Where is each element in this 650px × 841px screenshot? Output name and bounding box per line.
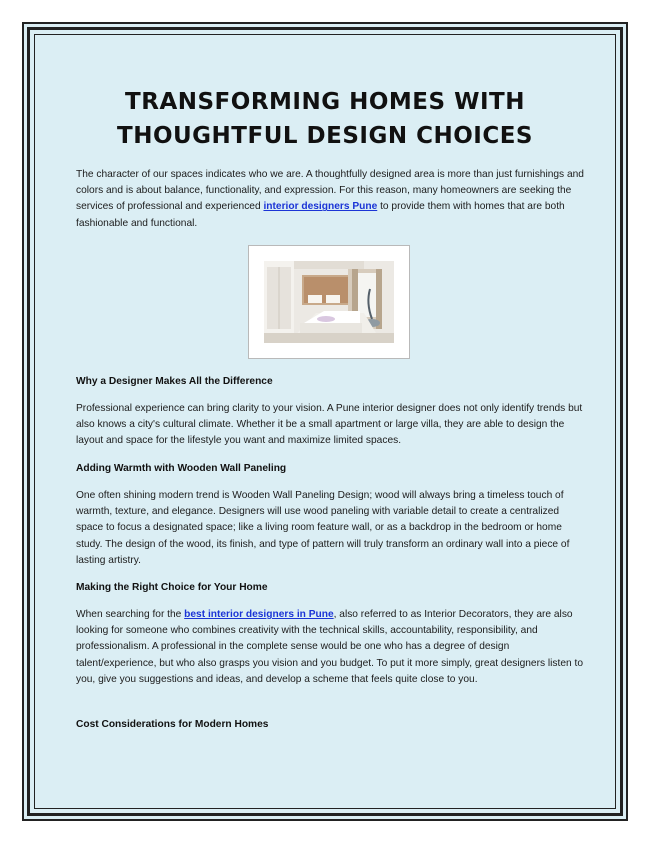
best-interior-designers-pune-link[interactable]: best interior designers in Pune [184, 609, 334, 620]
section-paragraph-wooden-paneling: One often shining modern trend is Wooden Wall Paneling Design; wood will always bring a timeless touch of warmth, texture, and elegance. Designers will use wood paneling with variable detail to create a centralized space to focus a designated space; like a living room feature wall, or as a backdrop in the bedroom or home study. The design of the wood, its finish, and type of pattern will truly transform an ordinary wall into a piece of lasting artistry. [76, 490, 570, 566]
section-heading-right-choice: Making the Right Choice for Your Home [76, 582, 268, 593]
page-title [30, 85, 620, 153]
intro-paragraph [76, 167, 586, 232]
intro-text-start: The character of our spaces indicates who we are. A thoughtfully designed area is more than just furnishings and colors and is about balance, functionality, and expression. For this reason, many homeowners are seeking the services of professional and experienced [76, 169, 584, 213]
page-title-line-1: TRANSFORMING HOMES WITH [125, 89, 525, 115]
document-page [27, 27, 623, 816]
bedroom-photo [248, 245, 410, 359]
interior-designers-pune-link[interactable]: interior designers Pune [263, 201, 378, 213]
section-paragraph-right-choice [76, 607, 586, 688]
section-heading-why-designer: Why a Designer Makes All the Difference [76, 376, 273, 387]
page-title-line-2: THOUGHTFUL DESIGN CHOICES [117, 123, 533, 149]
bedroom-photo-image [264, 261, 394, 343]
intro-text-end: to provide them with homes that are both fashionable and functional. [76, 201, 565, 229]
right-choice-text-end: , also referred to as Interior Decorators, they are also looking for someone who combines creativity with the technical skills, accountability, responsibility, and professionalism. A professional in the complete sense would be one who has a degree of design talent/experience, but who also grasps you vision and you budget. To put it more simply, great designers listen to you, give you suggestions and ideas, and develop a scheme that feels quite close to you. [76, 609, 584, 685]
right-choice-text-start: When searching for the [76, 609, 185, 620]
section-heading-wooden-paneling: Adding Warmth with Wooden Wall Paneling [76, 463, 287, 474]
section-paragraph-why-designer: Professional experience can bring clarity to your vision. A Pune interior designer does not only identify trends but also knows a city's cultural climate. Whether it be a small apartment or large villa, they are able to design the layout and space for the lifestyle you want and maximize limited spaces. [76, 403, 583, 447]
section-heading-cost-considerations: Cost Considerations for Modern Homes [76, 719, 269, 730]
